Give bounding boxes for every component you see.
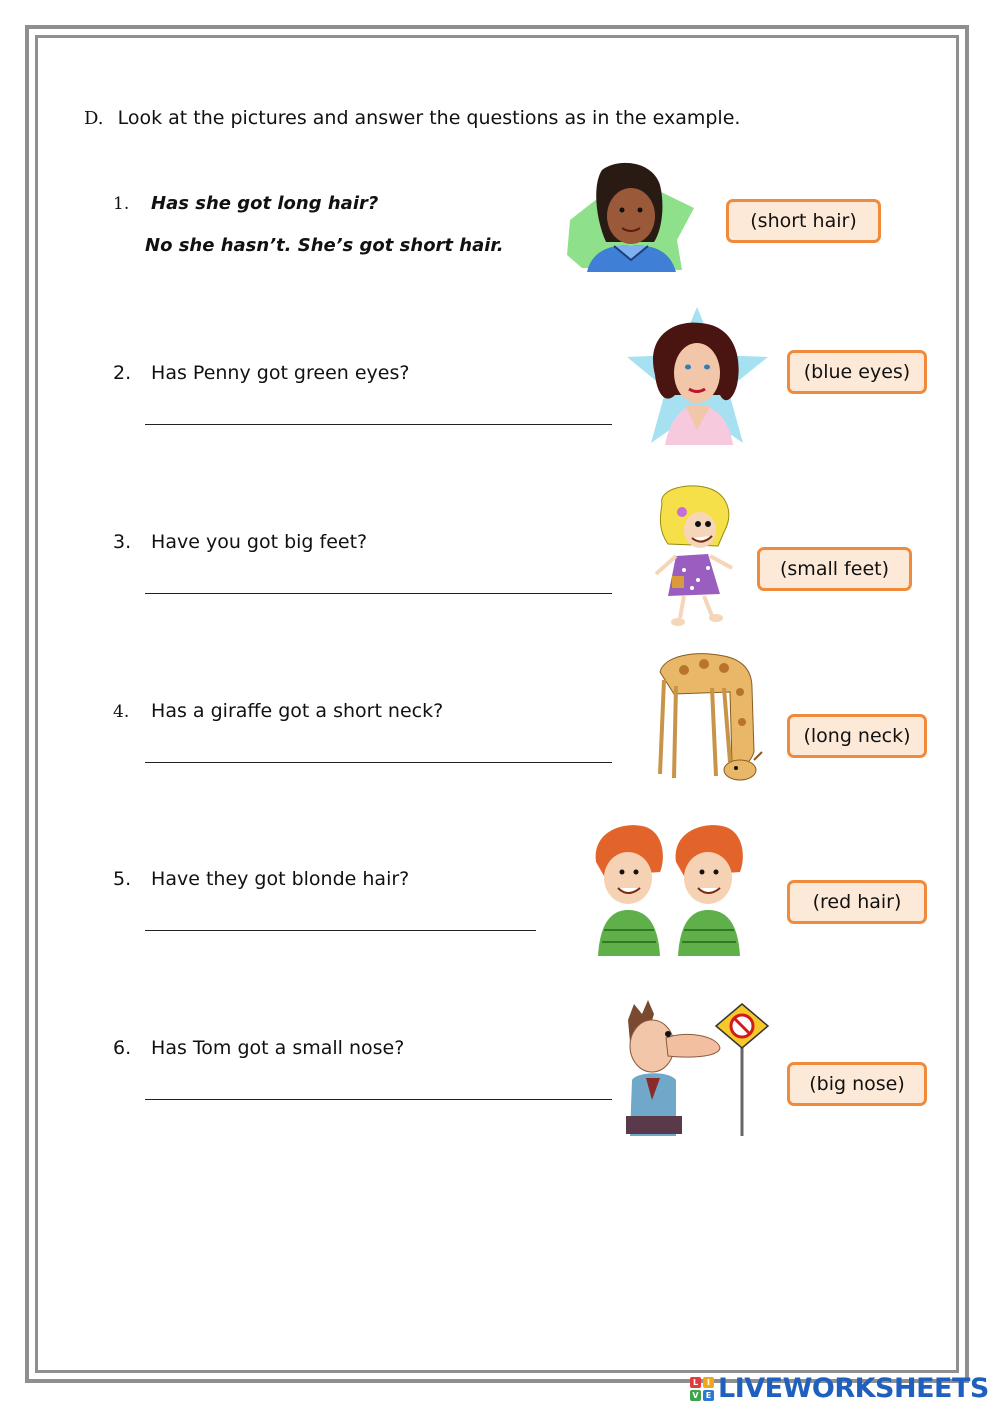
- question-number: 5.: [113, 868, 132, 890]
- question-5: [113, 868, 409, 890]
- instruction: [84, 107, 740, 129]
- girl-short-hair-picture: [562, 160, 697, 272]
- liveworksheets-branding: [690, 1373, 989, 1404]
- question-text: Has she got long hair?: [151, 193, 379, 214]
- question-text: Have they got blonde hair?: [151, 868, 410, 890]
- giraffe-picture: [654, 652, 766, 792]
- woman-blue-eyes-picture: [625, 305, 770, 450]
- question-6: [113, 1037, 404, 1059]
- question-number: 4.: [113, 702, 130, 722]
- example-answer: No she hasn’t. She’s got short hair.: [145, 235, 504, 256]
- question-4: [113, 700, 443, 722]
- answer-line[interactable]: [145, 930, 536, 931]
- answer-line[interactable]: [145, 1099, 612, 1100]
- question-number: 6.: [113, 1037, 132, 1059]
- question-number: 1.: [113, 194, 130, 214]
- question-number: 3.: [113, 531, 132, 553]
- instruction-text: Look at the pictures and answer the questions as in the example.: [117, 107, 741, 129]
- hint-box: (blue eyes): [787, 350, 927, 394]
- answer-line[interactable]: [145, 424, 612, 425]
- question-text: Has Tom got a small nose?: [151, 1037, 405, 1059]
- answer-line[interactable]: [145, 762, 612, 763]
- brand-name: LIVEWORKSHEETS: [718, 1373, 989, 1404]
- girl-small-feet-picture: [648, 484, 740, 630]
- question-text: Has a giraffe got a short neck?: [151, 700, 444, 722]
- answer-line[interactable]: [145, 593, 612, 594]
- question-3: [113, 531, 367, 553]
- man-big-nose-picture: [616, 1000, 778, 1138]
- hint-box: (red hair): [787, 880, 927, 924]
- hint-box: (small feet): [757, 547, 912, 591]
- section-letter: D.: [84, 108, 104, 129]
- hint-box: (short hair): [726, 199, 881, 243]
- question-1: [113, 192, 378, 214]
- hint-box: (long neck): [787, 714, 927, 758]
- question-text: Have you got big feet?: [151, 531, 368, 553]
- question-2: [113, 362, 409, 384]
- twins-red-hair-picture: [592, 822, 748, 956]
- question-text: Has Penny got green eyes?: [151, 362, 410, 384]
- hint-box: (big nose): [787, 1062, 927, 1106]
- liveworksheets-logo-icon: L I V E: [690, 1377, 714, 1401]
- question-number: 2.: [113, 362, 132, 384]
